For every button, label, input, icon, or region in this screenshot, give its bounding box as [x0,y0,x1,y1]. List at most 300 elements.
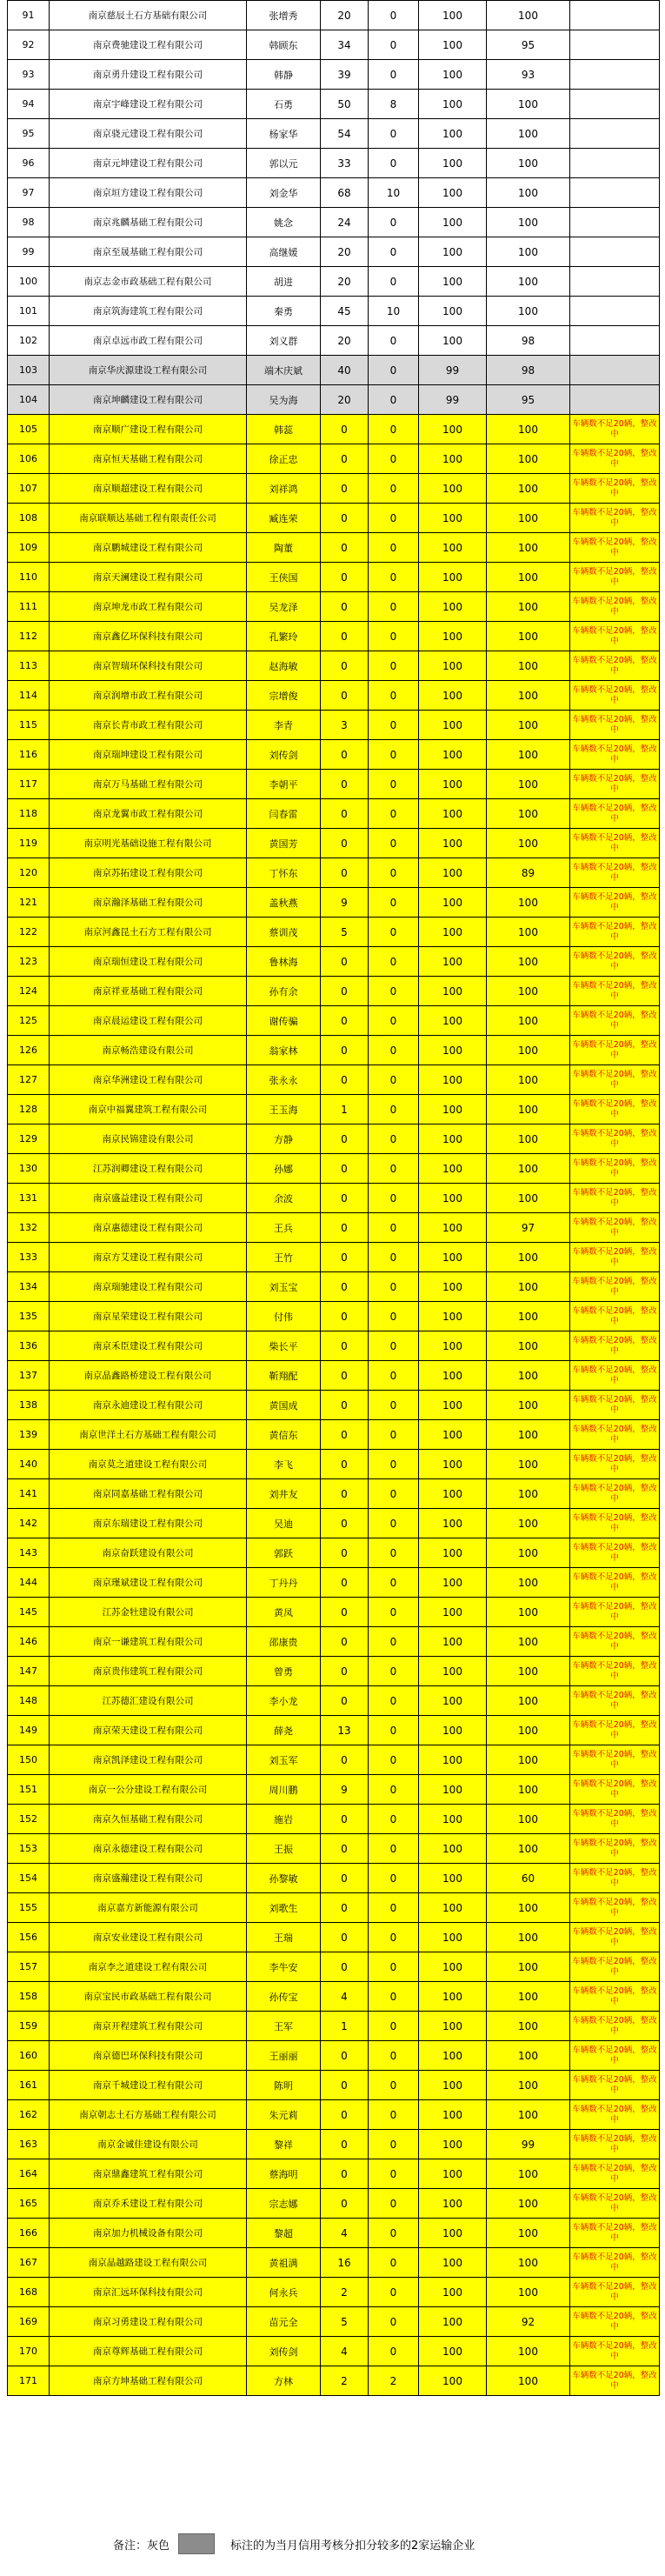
table-row [8,1006,660,1036]
company-name-cell: 南京加力机械设备有限公司 [50,2219,247,2248]
remark-cell: 车辆数不足20辆，整改中 [570,711,660,740]
remark-cell [570,119,660,149]
remark-cell: 车辆数不足20辆，整改中 [570,2130,660,2159]
score-a-cell: 0 [321,1006,369,1036]
contact-name-cell: 宗增俊 [247,681,321,711]
score-c-cell: 100 [419,90,487,119]
row-index-cell: 155 [8,1893,50,1923]
company-table [7,0,660,2396]
company-name-cell: 南京安业建设工程有限公司 [50,1923,247,1952]
score-a-cell: 0 [321,415,369,444]
score-a-cell: 1 [321,1095,369,1124]
table-row [8,1450,660,1479]
company-name-cell: 南京习勇建设工程有限公司 [50,2307,247,2337]
score-d-cell: 100 [487,651,570,681]
score-d-cell: 100 [487,1982,570,2012]
score-c-cell: 100 [419,1923,487,1952]
table-row [8,977,660,1006]
remark-cell: 车辆数不足20辆，整改中 [570,1420,660,1450]
contact-name-cell: 周川鹏 [247,1775,321,1805]
remark-cell: 车辆数不足20辆，整改中 [570,1065,660,1095]
contact-name-cell: 刘玉宝 [247,1272,321,1302]
score-d-cell: 100 [487,977,570,1006]
score-a-cell: 0 [321,1745,369,1775]
table-row [8,1095,660,1124]
score-b-cell: 0 [369,208,419,237]
score-d-cell: 100 [487,681,570,711]
score-d-cell: 100 [487,770,570,799]
row-index-cell: 160 [8,2041,50,2071]
row-index-cell: 91 [8,1,50,30]
score-b-cell: 0 [369,237,419,267]
score-d-cell: 100 [487,829,570,858]
row-index-cell: 143 [8,1538,50,1568]
score-b-cell: 0 [369,1982,419,2012]
table-row [8,1479,660,1509]
score-b-cell: 0 [369,533,419,563]
score-b-cell: 0 [369,918,419,947]
table-row [8,1154,660,1184]
score-a-cell: 0 [321,563,369,592]
score-b-cell: 0 [369,2248,419,2278]
row-index-cell: 100 [8,267,50,297]
table-row [8,858,660,888]
score-c-cell: 100 [419,1982,487,2012]
score-a-cell: 1 [321,2012,369,2041]
row-index-cell: 102 [8,326,50,356]
company-name-cell: 南京垣方建设工程有限公司 [50,178,247,208]
company-name-cell: 南京长青市政工程有限公司 [50,711,247,740]
remark-cell [570,90,660,119]
score-b-cell: 0 [369,1598,419,1627]
contact-name-cell: 孙娜 [247,1154,321,1184]
score-b-cell: 0 [369,592,419,622]
contact-name-cell: 苗元全 [247,2307,321,2337]
company-name-cell: 南京鹏城建设工程有限公司 [50,533,247,563]
table-row [8,1302,660,1331]
contact-name-cell: 孙传宝 [247,1982,321,2012]
score-a-cell: 0 [321,1391,369,1420]
row-index-cell: 128 [8,1095,50,1124]
contact-name-cell: 王玉海 [247,1095,321,1124]
score-c-cell: 100 [419,2159,487,2189]
score-d-cell: 100 [487,1538,570,1568]
score-a-cell: 20 [321,267,369,297]
score-a-cell: 33 [321,149,369,178]
score-c-cell: 100 [419,1775,487,1805]
score-c-cell: 100 [419,1,487,30]
score-d-cell: 100 [487,1598,570,1627]
score-a-cell: 0 [321,858,369,888]
company-name-cell: 南京金诚佳建设有限公司 [50,2130,247,2159]
score-d-cell: 99 [487,2130,570,2159]
company-name-cell: 南京润增市政工程有限公司 [50,681,247,711]
remark-cell [570,178,660,208]
score-a-cell: 0 [321,622,369,651]
legend-label: 备注：灰色 [113,2539,170,2553]
contact-name-cell: 端木庆斌 [247,356,321,385]
table-row [8,1598,660,1627]
table-row [8,2012,660,2041]
row-index-cell: 157 [8,1952,50,1982]
score-a-cell: 0 [321,474,369,504]
company-name-cell: 江苏金牡建设有限公司 [50,1598,247,1627]
remark-cell: 车辆数不足20辆，整改中 [570,1538,660,1568]
score-d-cell: 100 [487,444,570,474]
remark-cell: 车辆数不足20辆，整改中 [570,2307,660,2337]
legend-gray-swatch [178,2533,215,2554]
remark-cell: 车辆数不足20辆，整改中 [570,829,660,858]
score-b-cell: 0 [369,1420,419,1450]
score-c-cell: 100 [419,1686,487,1716]
contact-name-cell: 方林 [247,2366,321,2396]
score-d-cell: 100 [487,2100,570,2130]
table-row [8,444,660,474]
company-name-cell: 南京恒天基础工程有限公司 [50,444,247,474]
score-a-cell: 0 [321,1124,369,1154]
remark-cell: 车辆数不足20辆，整改中 [570,2189,660,2219]
score-c-cell: 100 [419,770,487,799]
score-a-cell: 0 [321,977,369,1006]
remark-cell [570,208,660,237]
score-a-cell: 0 [321,533,369,563]
remark-cell: 车辆数不足20辆，整改中 [570,1243,660,1272]
row-index-cell: 116 [8,740,50,770]
score-c-cell: 100 [419,208,487,237]
table-row [8,415,660,444]
table-row [8,1657,660,1686]
score-c-cell: 100 [419,1716,487,1745]
score-c-cell: 100 [419,2219,487,2248]
company-name-cell: 南京元坤建设工程有限公司 [50,149,247,178]
company-name-cell: 南京千城建设工程有限公司 [50,2071,247,2100]
remark-cell: 车辆数不足20辆，整改中 [570,770,660,799]
score-a-cell: 0 [321,1361,369,1391]
table-row [8,740,660,770]
score-b-cell: 10 [369,297,419,326]
score-b-cell: 0 [369,829,419,858]
score-a-cell: 0 [321,1509,369,1538]
row-index-cell: 124 [8,977,50,1006]
company-name-cell: 南京万马基础工程有限公司 [50,770,247,799]
score-c-cell: 100 [419,30,487,60]
table-row [8,1923,660,1952]
company-name-cell: 南京瀚泽基础工程有限公司 [50,888,247,918]
row-index-cell: 108 [8,504,50,533]
company-name-cell: 南京贵伟建筑工程有限公司 [50,1657,247,1686]
contact-name-cell: 石勇 [247,90,321,119]
contact-name-cell: 臧连荣 [247,504,321,533]
company-name-cell: 南京瑞驰建设工程有限公司 [50,1272,247,1302]
contact-name-cell: 丁怀东 [247,858,321,888]
remark-cell: 车辆数不足20辆，整改中 [570,2012,660,2041]
score-d-cell: 100 [487,2071,570,2100]
table-row [8,1243,660,1272]
contact-name-cell: 陶董 [247,533,321,563]
remark-cell: 车辆数不足20辆，整改中 [570,1568,660,1598]
remark-cell: 车辆数不足20辆，整改中 [570,1184,660,1213]
contact-name-cell: 刘玉军 [247,1745,321,1775]
remark-cell: 车辆数不足20辆，整改中 [570,918,660,947]
score-b-cell: 0 [369,1627,419,1657]
remark-cell: 车辆数不足20辆，整改中 [570,1006,660,1036]
score-d-cell: 100 [487,740,570,770]
contact-name-cell: 谢传骗 [247,1006,321,1036]
score-b-cell: 0 [369,326,419,356]
contact-name-cell: 李朝平 [247,770,321,799]
table-row [8,1391,660,1420]
score-b-cell: 0 [369,1154,419,1184]
remark-cell: 车辆数不足20辆，整改中 [570,1745,660,1775]
contact-name-cell: 付伟 [247,1302,321,1331]
score-a-cell: 0 [321,1923,369,1952]
row-index-cell: 149 [8,1716,50,1745]
company-name-cell: 南京莫之道建设工程有限公司 [50,1450,247,1479]
score-d-cell: 100 [487,592,570,622]
score-d-cell: 100 [487,1302,570,1331]
table-row [8,2248,660,2278]
contact-name-cell: 靳翔配 [247,1361,321,1391]
score-a-cell: 0 [321,2071,369,2100]
row-index-cell: 146 [8,1627,50,1657]
remark-cell: 车辆数不足20辆，整改中 [570,1391,660,1420]
row-index-cell: 153 [8,1834,50,1864]
company-name-cell: 南京晶越路建设工程有限公司 [50,2248,247,2278]
score-c-cell: 100 [419,2041,487,2071]
score-b-cell: 8 [369,90,419,119]
score-c-cell: 100 [419,1124,487,1154]
table-row [8,1864,660,1893]
table-row [8,1361,660,1391]
score-a-cell: 5 [321,2307,369,2337]
score-b-cell: 0 [369,1805,419,1834]
score-b-cell: 0 [369,1124,419,1154]
row-index-cell: 106 [8,444,50,474]
remark-cell [570,326,660,356]
score-c-cell: 100 [419,119,487,149]
remark-cell: 车辆数不足20辆，整改中 [570,2278,660,2307]
contact-name-cell: 王瑞 [247,1923,321,1952]
remark-cell: 车辆数不足20辆，整改中 [570,2159,660,2189]
score-a-cell: 0 [321,444,369,474]
remark-cell: 车辆数不足20辆，整改中 [570,2041,660,2071]
score-d-cell: 100 [487,1243,570,1272]
row-index-cell: 98 [8,208,50,237]
table-row [8,1213,660,1243]
row-index-cell: 171 [8,2366,50,2396]
score-b-cell: 0 [369,1716,419,1745]
score-d-cell: 100 [487,918,570,947]
score-d-cell: 100 [487,1095,570,1124]
contact-name-cell: 薛尧 [247,1716,321,1745]
row-index-cell: 168 [8,2278,50,2307]
score-c-cell: 100 [419,1952,487,1982]
score-c-cell: 100 [419,829,487,858]
score-c-cell: 100 [419,533,487,563]
score-b-cell: 0 [369,770,419,799]
remark-cell [570,1,660,30]
score-a-cell: 0 [321,2189,369,2219]
score-a-cell: 0 [321,1302,369,1331]
table-row [8,2100,660,2130]
contact-name-cell: 鲁林海 [247,947,321,977]
score-b-cell: 0 [369,799,419,829]
score-c-cell: 100 [419,149,487,178]
score-d-cell: 100 [487,888,570,918]
remark-cell: 车辆数不足20辆，整改中 [570,1982,660,2012]
table-row [8,681,660,711]
score-c-cell: 100 [419,1509,487,1538]
score-d-cell: 100 [487,2219,570,2248]
remark-cell: 车辆数不足20辆，整改中 [570,1036,660,1065]
score-b-cell: 2 [369,2366,419,2396]
company-name-cell: 南京开程建筑工程有限公司 [50,2012,247,2041]
company-name-cell: 南京凯泽建设工程有限公司 [50,1745,247,1775]
score-c-cell: 100 [419,1805,487,1834]
company-name-cell: 南京祥亚基础工程有限公司 [50,977,247,1006]
table-row [8,711,660,740]
contact-name-cell: 孙黎敏 [247,1864,321,1893]
score-a-cell: 0 [321,1538,369,1568]
company-name-cell: 南京慈辰土石方基础有限公司 [50,1,247,30]
score-c-cell: 100 [419,918,487,947]
remark-cell [570,385,660,415]
score-c-cell: 100 [419,592,487,622]
company-name-cell: 南京荣天建设工程有限公司 [50,1716,247,1745]
row-index-cell: 123 [8,947,50,977]
table-row [8,237,660,267]
contact-name-cell: 姚念 [247,208,321,237]
score-d-cell: 97 [487,1213,570,1243]
score-b-cell: 0 [369,356,419,385]
score-a-cell: 0 [321,1331,369,1361]
score-d-cell: 100 [487,1361,570,1391]
score-c-cell: 100 [419,888,487,918]
company-name-cell: 南京瑞恒建设工程有限公司 [50,947,247,977]
remark-cell: 车辆数不足20辆，整改中 [570,2366,660,2396]
row-index-cell: 136 [8,1331,50,1361]
score-d-cell: 100 [487,563,570,592]
row-index-cell: 141 [8,1479,50,1509]
score-c-cell: 100 [419,2307,487,2337]
row-index-cell: 151 [8,1775,50,1805]
table-row [8,1065,660,1095]
score-b-cell: 0 [369,415,419,444]
row-index-cell: 130 [8,1154,50,1184]
score-d-cell: 100 [487,2012,570,2041]
score-c-cell: 100 [419,2366,487,2396]
remark-cell: 车辆数不足20辆，整改中 [570,2337,660,2366]
contact-name-cell: 柴长平 [247,1331,321,1361]
remark-cell: 车辆数不足20辆，整改中 [570,592,660,622]
company-name-cell: 南京至晟基础工程有限公司 [50,237,247,267]
row-index-cell: 111 [8,592,50,622]
company-name-cell: 江苏德汇建设有限公司 [50,1686,247,1716]
company-name-cell: 南京嘉方新能源有限公司 [50,1893,247,1923]
score-d-cell: 100 [487,1716,570,1745]
score-b-cell: 0 [369,1036,419,1065]
remark-cell: 车辆数不足20辆，整改中 [570,651,660,681]
company-name-cell: 南京河鑫昆土石方工程有限公司 [50,918,247,947]
score-c-cell: 100 [419,711,487,740]
row-index-cell: 163 [8,2130,50,2159]
company-name-cell: 南京坤龙市政工程有限公司 [50,592,247,622]
contact-name-cell: 黄凤 [247,1598,321,1627]
score-c-cell: 100 [419,1627,487,1657]
score-a-cell: 0 [321,2159,369,2189]
company-name-cell: 南京天澜建设工程有限公司 [50,563,247,592]
score-a-cell: 0 [321,1598,369,1627]
score-c-cell: 100 [419,2071,487,2100]
score-d-cell: 100 [487,504,570,533]
contact-name-cell: 孙有余 [247,977,321,1006]
table-row [8,1,660,30]
row-index-cell: 152 [8,1805,50,1834]
score-a-cell: 0 [321,1952,369,1982]
score-d-cell: 100 [487,1006,570,1036]
row-index-cell: 126 [8,1036,50,1065]
score-d-cell: 100 [487,1036,570,1065]
table-row [8,297,660,326]
remark-cell [570,237,660,267]
contact-name-cell: 曾勇 [247,1657,321,1686]
table-row [8,1036,660,1065]
score-a-cell: 0 [321,1036,369,1065]
score-b-cell: 0 [369,1923,419,1952]
table-row [8,533,660,563]
company-name-cell: 南京汇远环保科技有限公司 [50,2278,247,2307]
score-b-cell: 0 [369,1331,419,1361]
score-c-cell: 100 [419,1538,487,1568]
contact-name-cell: 杨家华 [247,119,321,149]
score-c-cell: 100 [419,622,487,651]
score-a-cell: 0 [321,947,369,977]
contact-name-cell: 高继媛 [247,237,321,267]
company-name-cell: 南京方坤基础工程有限公司 [50,2366,247,2396]
score-d-cell: 100 [487,1124,570,1154]
remark-cell: 车辆数不足20辆，整改中 [570,1450,660,1479]
table-row [8,208,660,237]
score-c-cell: 100 [419,1391,487,1420]
score-d-cell: 98 [487,326,570,356]
score-d-cell: 100 [487,1834,570,1864]
score-c-cell: 100 [419,1864,487,1893]
score-b-cell: 0 [369,30,419,60]
score-a-cell: 0 [321,651,369,681]
company-name-cell: 南京久恒基础工程有限公司 [50,1805,247,1834]
contact-name-cell: 郭以元 [247,149,321,178]
contact-name-cell: 郭跃 [247,1538,321,1568]
row-index-cell: 117 [8,770,50,799]
score-d-cell: 95 [487,30,570,60]
score-d-cell: 100 [487,208,570,237]
score-c-cell: 100 [419,1420,487,1450]
contact-name-cell: 徐正忠 [247,444,321,474]
contact-name-cell: 李青 [247,711,321,740]
remark-cell: 车辆数不足20辆，整改中 [570,1509,660,1538]
score-a-cell: 24 [321,208,369,237]
score-b-cell: 0 [369,504,419,533]
score-a-cell: 20 [321,326,369,356]
score-c-cell: 100 [419,1361,487,1391]
score-b-cell: 10 [369,178,419,208]
score-b-cell: 0 [369,2278,419,2307]
remark-cell: 车辆数不足20辆，整改中 [570,1272,660,1302]
score-d-cell: 100 [487,474,570,504]
contact-name-cell: 刘金华 [247,178,321,208]
row-index-cell: 97 [8,178,50,208]
score-c-cell: 100 [419,858,487,888]
